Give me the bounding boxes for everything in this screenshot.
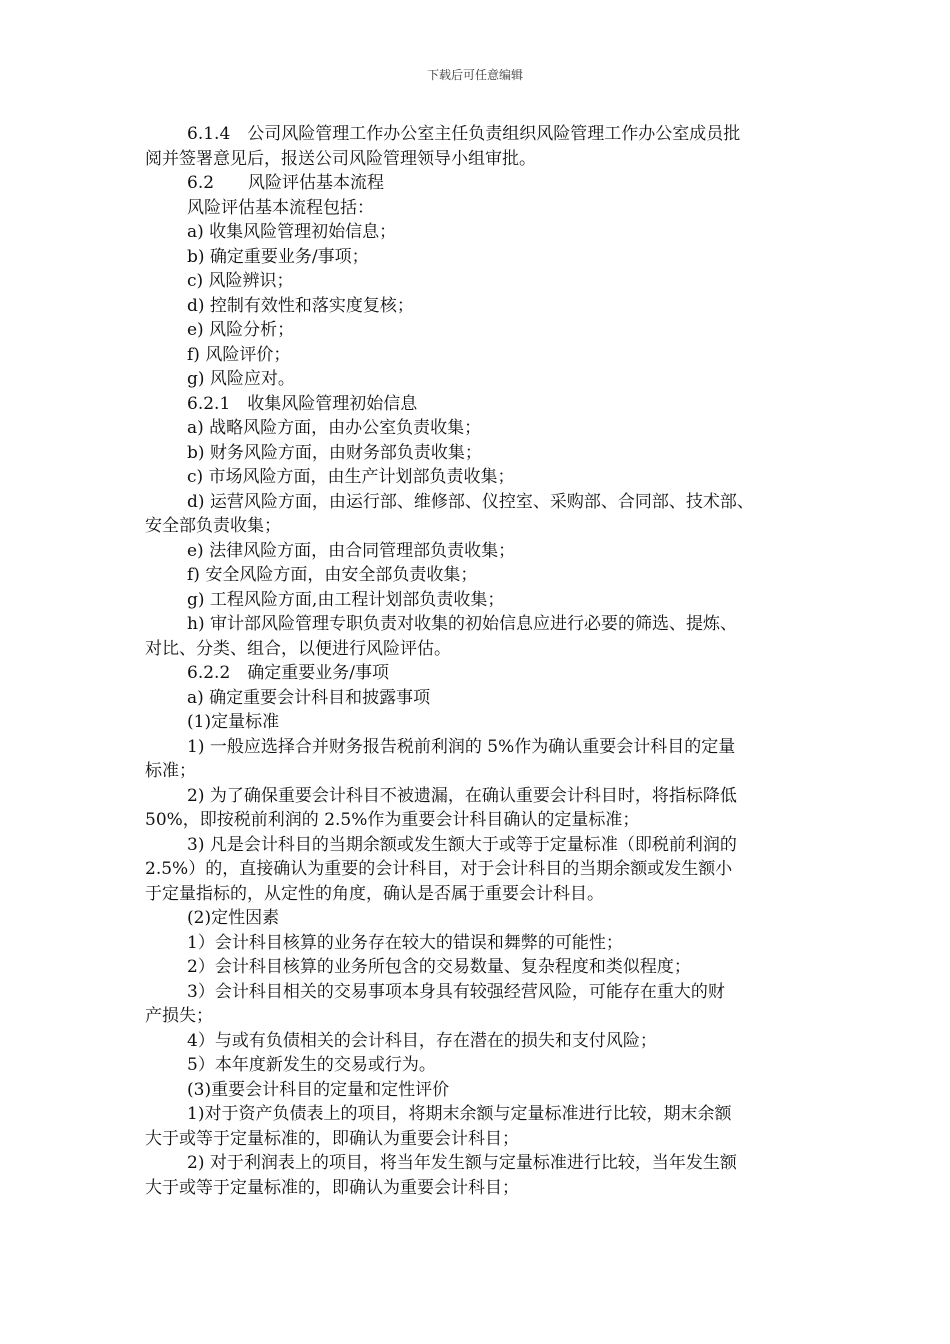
text-line: 50%，即按税前利润的 2.5%作为重要会计科目确认的定量标准； bbox=[145, 810, 640, 830]
text-line: 1）会计科目核算的业务存在较大的错误和舞弊的可能性； bbox=[187, 932, 623, 953]
text-line: 大于或等于定量标准的，即确认为重要会计科目； bbox=[145, 1128, 519, 1149]
text-line: 1) 一般应选择合并财务报告税前利润的 5%作为确认重要会计科目的定量 bbox=[187, 736, 736, 757]
text-line: 6.2.1 收集风险管理初始信息 bbox=[187, 393, 418, 414]
text-line: f) 安全风险方面，由安全部负责收集； bbox=[187, 565, 478, 585]
text-line: 2) 为了确保重要会计科目不被遗漏，在确认重要会计科目时，将指标降低 bbox=[187, 785, 737, 806]
text-line: a) 战略风险方面，由办公室负责收集； bbox=[187, 418, 482, 438]
text-line: f) 风险评价； bbox=[187, 344, 291, 365]
page-header: 下载后可任意编辑 bbox=[426, 68, 523, 82]
text-line: h) 审计部风险管理专职负责对收集的初始信息应进行必要的筛选、提炼、 bbox=[187, 614, 737, 634]
text-line: g) 风险应对。 bbox=[187, 369, 295, 389]
text-line: (2)定性因素 bbox=[187, 908, 280, 928]
text-line: 产损失； bbox=[145, 1006, 213, 1026]
text-line: 大于或等于定量标准的，即确认为重要会计科目； bbox=[145, 1177, 519, 1198]
document-body bbox=[145, 122, 815, 1200]
text-line: 4）与或有负债相关的会计科目，存在潜在的损失和支付风险； bbox=[187, 1030, 657, 1051]
text-line: 阅并签署意见后，报送公司风险管理领导小组审批。 bbox=[145, 148, 536, 169]
text-line: 标准； bbox=[145, 761, 196, 781]
text-line: 3）会计科目相关的交易事项本身具有较强经营风险，可能存在重大的财 bbox=[187, 981, 725, 1002]
text-line: (3)重要会计科目的定量和定性评价 bbox=[187, 1079, 450, 1100]
text-line: c) 风险辨识； bbox=[187, 271, 294, 291]
text-line: e) 法律风险方面，由合同管理部负责收集； bbox=[187, 540, 516, 561]
text-line: 风险评估基本流程包括： bbox=[187, 197, 374, 218]
text-line: 6.2.2 确定重要业务/事项 bbox=[187, 663, 389, 683]
text-line: 1)对于资产负债表上的项目，将期末余额与定量标准进行比较，期末余额 bbox=[187, 1104, 732, 1124]
text-line: d) 运营风险方面，由运行部、维修部、仪控室、采购部、合同部、技术部、 bbox=[187, 491, 754, 512]
text-line: 2) 对于利润表上的项目，将当年发生额与定量标准进行比较，当年发生额 bbox=[187, 1153, 737, 1173]
text-line: a) 确定重要会计科目和披露事项 bbox=[187, 687, 431, 708]
text-line: b) 确定重要业务/事项； bbox=[187, 246, 369, 267]
text-line: c) 市场风险方面，由生产计划部负责收集； bbox=[187, 467, 515, 487]
text-line: 2.5%）的，直接确认为重要的会计科目，对于会计科目的当期余额或发生额小 bbox=[145, 859, 733, 879]
text-line: a) 收集风险管理初始信息； bbox=[187, 222, 397, 242]
text-line: 安全部负责收集； bbox=[145, 516, 281, 536]
text-line: 对比、分类、组合，以便进行风险评估。 bbox=[145, 638, 451, 659]
text-line: 于定量指标的，从定性的角度，确认是否属于重要会计科目。 bbox=[145, 883, 604, 904]
text-line: 5）本年度新发生的交易或行为。 bbox=[187, 1055, 436, 1075]
text-line: (1)定量标准 bbox=[187, 712, 280, 732]
text-line: g) 工程风险方面,由工程计划部负责收集； bbox=[187, 589, 505, 610]
text-line: 6.2 风险评估基本流程 bbox=[187, 173, 385, 193]
text-line: 6.1.4 公司风险管理工作办公室主任负责组织风险管理工作办公室成员批 bbox=[187, 124, 741, 144]
text-line: 2）会计科目核算的业务所包含的交易数量、复杂程度和类似程度； bbox=[187, 957, 691, 977]
text-line: 3) 凡是会计科目的当期余额或发生额大于或等于定量标准（即税前利润的 bbox=[187, 834, 737, 855]
text-line: d) 控制有效性和落实度复核； bbox=[187, 295, 414, 316]
text-line: b) 财务风险方面，由财务部负责收集； bbox=[187, 442, 482, 463]
text-line: e) 风险分析； bbox=[187, 320, 295, 340]
